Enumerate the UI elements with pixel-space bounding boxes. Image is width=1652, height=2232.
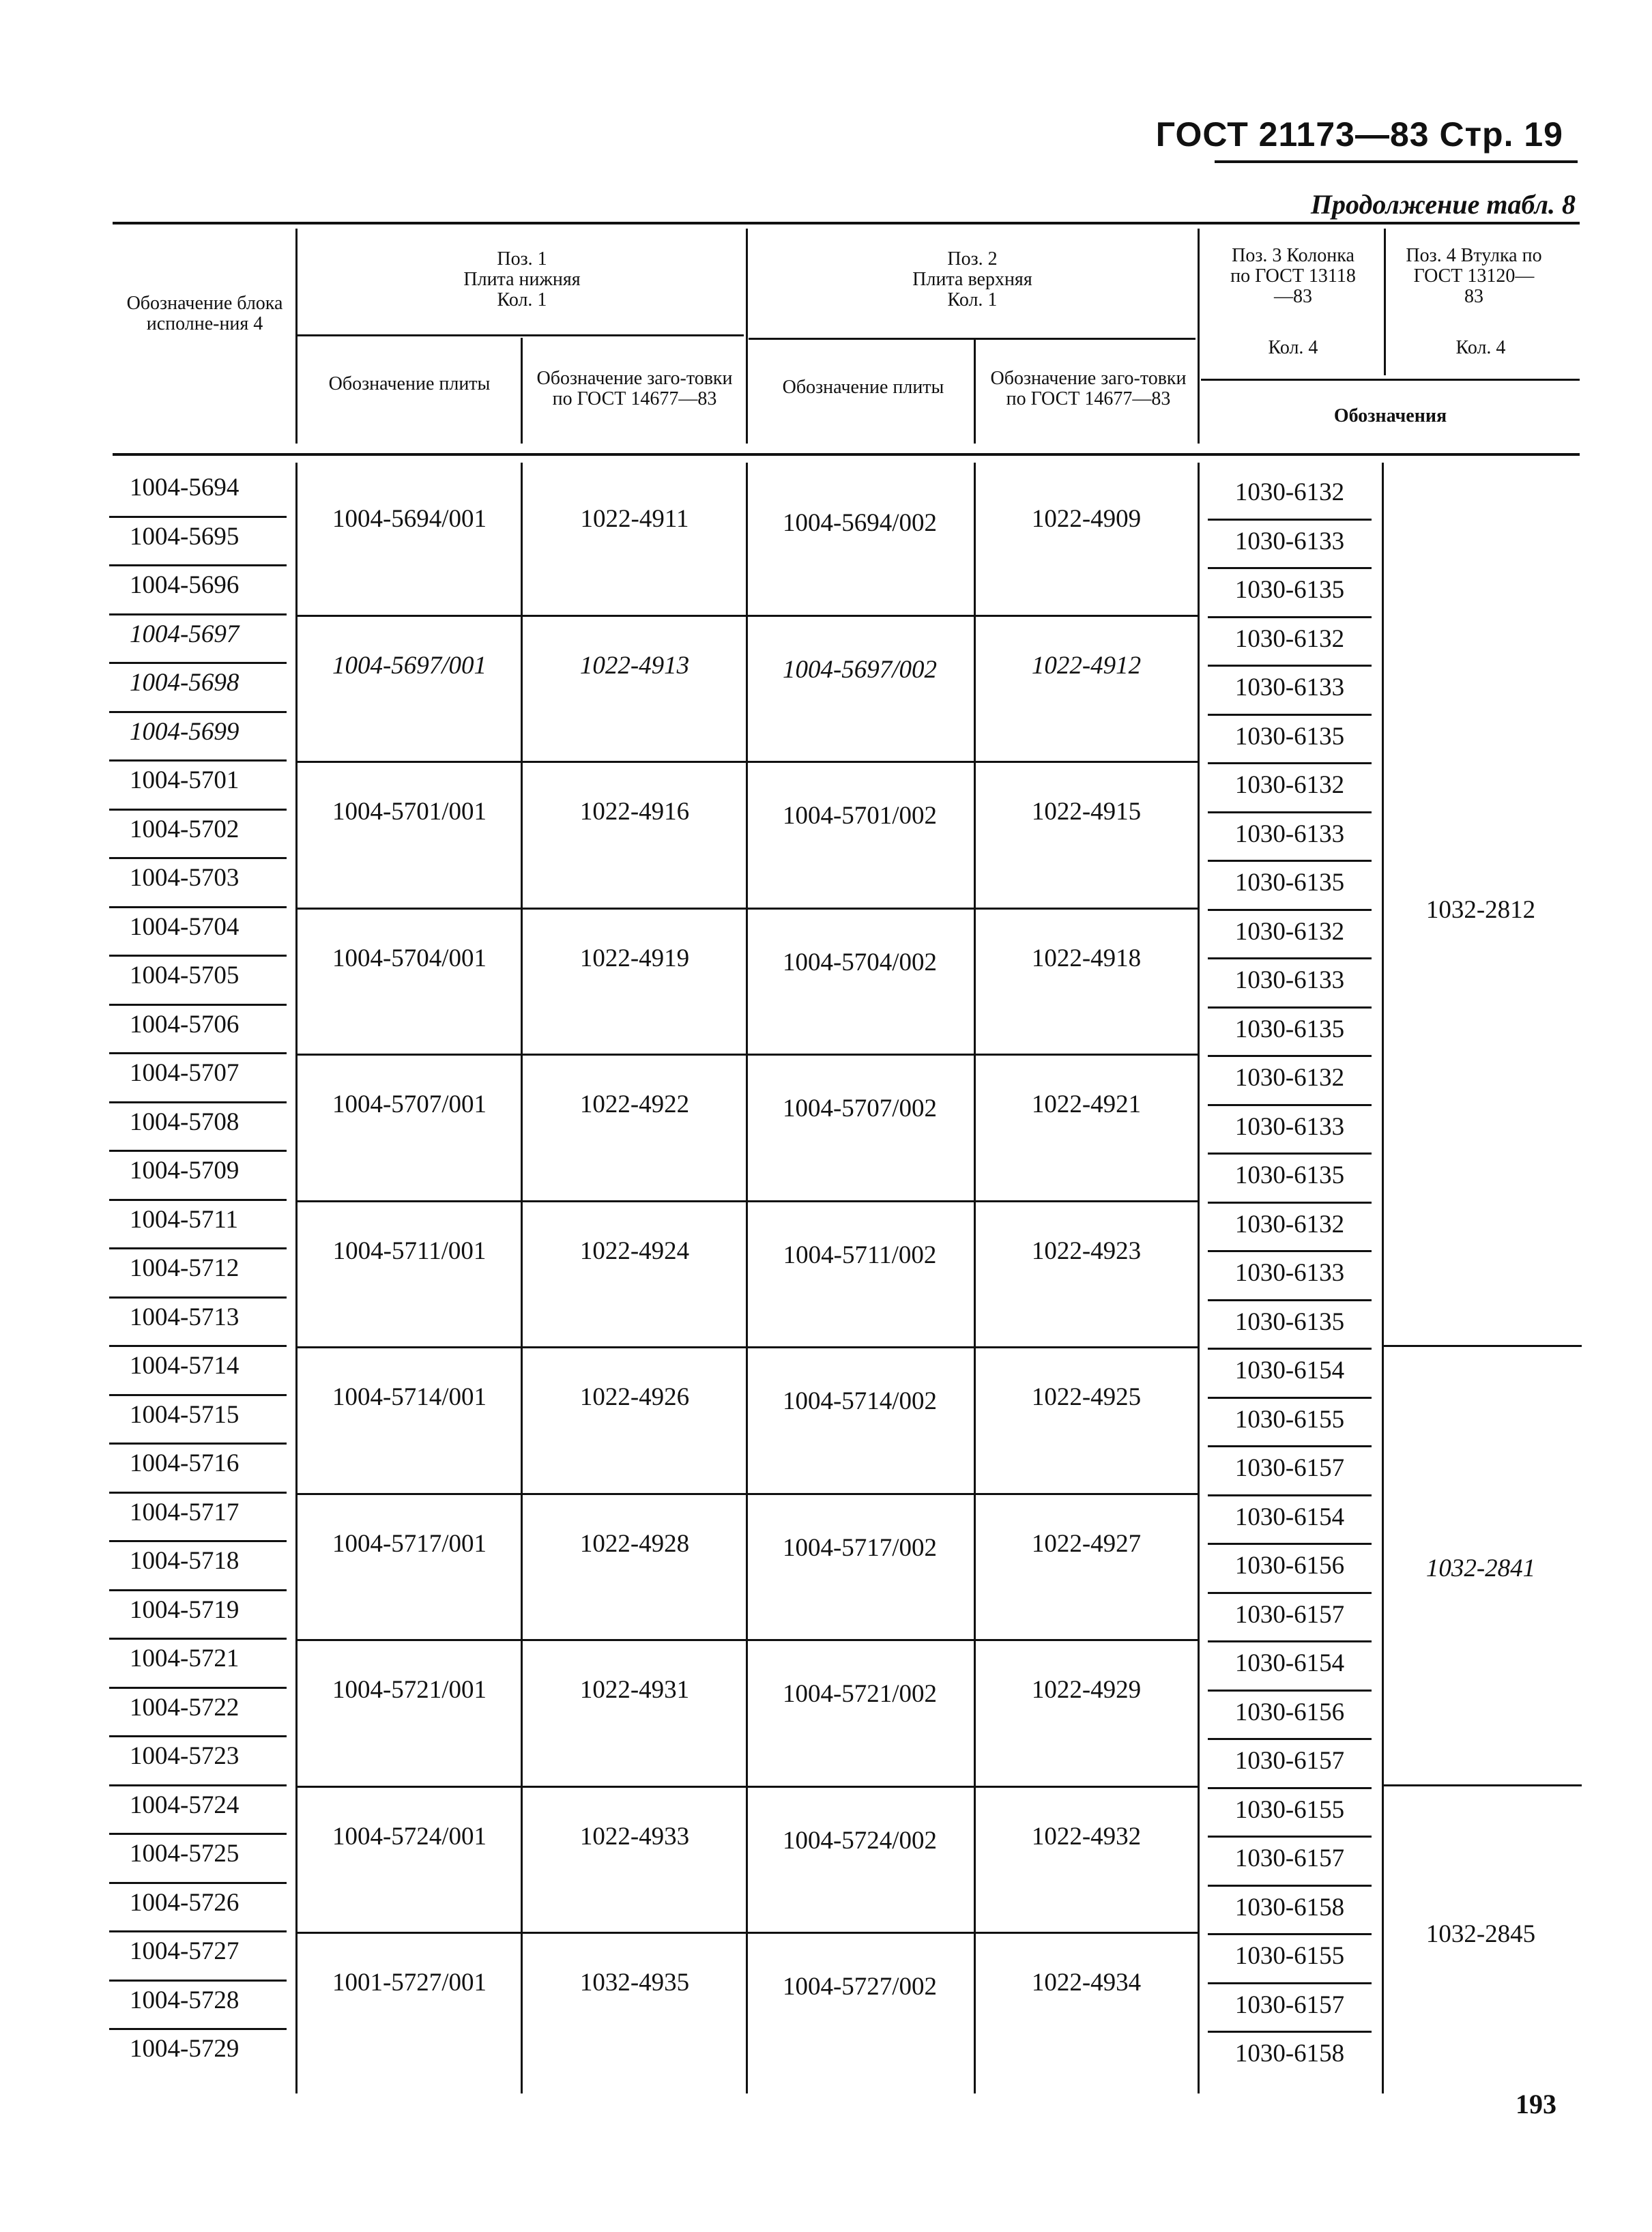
row-rule — [109, 1492, 287, 1494]
upper-blank: 1022-4923 — [1031, 1236, 1142, 1265]
vrule-3 — [1198, 229, 1200, 444]
page-number: 193 — [1516, 2089, 1556, 2119]
pos3-column: 1030-6133 — [1234, 966, 1345, 994]
row-block-designation: 1004-5707 — [130, 1059, 240, 1087]
pos1-sub-rule — [297, 334, 744, 336]
group-rule — [298, 1932, 1198, 1934]
row-rule — [109, 1004, 287, 1006]
pos34-sub-rule — [1201, 379, 1580, 381]
table-head-rule — [113, 453, 1580, 456]
row-block-designation: 1004-5711 — [130, 1205, 238, 1234]
row-block-designation: 1004-5726 — [130, 1888, 240, 1917]
upper-blank: 1022-4934 — [1031, 1969, 1142, 1997]
row-block-designation: 1004-5724 — [130, 1791, 240, 1819]
row-block-designation: 1004-5704 — [130, 912, 240, 941]
pos3-column: 1030-6132 — [1234, 478, 1345, 506]
lower-blank: 1022-4916 — [579, 798, 690, 826]
col-designations: Обозначения — [1333, 405, 1447, 426]
pos3-column: 1030-6155 — [1234, 1795, 1345, 1824]
upper-blank: 1022-4912 — [1031, 651, 1142, 680]
col-upper-blank: Обозначение заго-товки по ГОСТ 14677—83 — [990, 368, 1187, 409]
upper-plate: 1004-5697/002 — [782, 655, 938, 684]
row-rule — [109, 1345, 287, 1347]
group-rule — [298, 1639, 1198, 1641]
row-block-designation: 1004-5696 — [130, 571, 240, 599]
pos3-rule — [1208, 2031, 1372, 2033]
pos3-rule — [1208, 1690, 1372, 1692]
row-block-designation: 1004-5703 — [130, 864, 240, 892]
pos3-rule — [1208, 811, 1372, 813]
upper-plate: 1004-5704/002 — [782, 948, 938, 976]
pos3-rule — [1208, 665, 1372, 667]
row-block-designation: 1004-5721 — [130, 1644, 240, 1672]
lower-blank: 1032-4935 — [579, 1969, 690, 1997]
pos3-column: 1030-6155 — [1234, 1405, 1345, 1434]
row-block-designation: 1004-5718 — [130, 1547, 240, 1575]
pos3-column: 1030-6132 — [1234, 1210, 1345, 1238]
col-lower-plate: Обозначение плиты — [328, 373, 491, 394]
group-rule — [298, 1200, 1198, 1202]
row-rule — [109, 1735, 287, 1737]
pos3-column: 1030-6135 — [1234, 1161, 1345, 1189]
pos3-column: 1030-6135 — [1234, 1307, 1345, 1336]
pos3-column: 1030-6154 — [1234, 1357, 1345, 1385]
row-block-designation: 1004-5722 — [130, 1693, 240, 1722]
group-rule — [298, 1786, 1198, 1788]
pos3-column: 1030-6156 — [1234, 1552, 1345, 1580]
body-vrule — [295, 463, 298, 2093]
pos3-rule — [1208, 616, 1372, 618]
pos2-qty: Кол. 1 — [947, 289, 998, 310]
row-block-designation: 1004-5714 — [130, 1352, 240, 1380]
lower-blank: 1022-4924 — [579, 1236, 690, 1265]
upper-plate: 1004-5727/002 — [782, 1973, 938, 2001]
header-rule — [1215, 160, 1578, 163]
body-vrule — [521, 463, 523, 2093]
row-block-designation: 1004-5695 — [130, 522, 240, 551]
row-block-designation: 1004-5729 — [130, 2035, 240, 2063]
upper-blank: 1022-4909 — [1031, 505, 1142, 534]
vrule-2 — [746, 229, 748, 444]
pos3-column: 1030-6158 — [1234, 1893, 1345, 1922]
row-block-designation: 1004-5698 — [130, 669, 240, 697]
pos3-column: 1030-6158 — [1234, 2040, 1345, 2068]
row-block-designation: 1004-5716 — [130, 1449, 240, 1477]
row-rule — [109, 1199, 287, 1201]
col-pos4-qty: Кол. 4 — [1455, 337, 1506, 358]
pos4-rule — [1384, 1784, 1582, 1786]
upper-plate: 1004-5694/002 — [782, 509, 938, 538]
pos3-column: 1030-6155 — [1234, 1942, 1345, 1970]
row-block-designation: 1004-5728 — [130, 1986, 240, 2014]
pos3-rule — [1208, 957, 1372, 959]
pos3-column: 1030-6157 — [1234, 1990, 1345, 2019]
body-vrule — [1382, 463, 1384, 2093]
pos3-column: 1030-6132 — [1234, 771, 1345, 799]
group-rule — [298, 615, 1198, 617]
col-block-designation: Обозначение блока исполне-ния 4 — [126, 293, 283, 334]
row-block-designation: 1004-5725 — [130, 1840, 240, 1868]
lower-plate: 1004-5694/001 — [332, 505, 487, 534]
row-rule — [109, 1101, 287, 1103]
row-rule — [109, 564, 287, 566]
pos3-rule — [1208, 1397, 1372, 1399]
pos3-rule — [1208, 1982, 1372, 1984]
lower-plate: 1004-5701/001 — [332, 798, 487, 826]
lower-blank: 1022-4933 — [579, 1822, 690, 1851]
pos4-rule — [1384, 1345, 1582, 1347]
row-rule — [109, 906, 287, 908]
pos3-rule — [1208, 1494, 1372, 1496]
pos3-rule — [1208, 1543, 1372, 1545]
row-rule — [109, 1394, 287, 1396]
upper-plate: 1004-5701/002 — [782, 802, 938, 830]
pos3-rule — [1208, 1738, 1372, 1740]
pos3-column: 1030-6154 — [1234, 1503, 1345, 1531]
row-block-designation: 1004-5712 — [130, 1254, 240, 1282]
pos3-column: 1030-6133 — [1234, 1259, 1345, 1287]
body-vrule — [746, 463, 748, 2093]
col-pos3: Поз. 3 Колонка по ГОСТ 13118—83 — [1230, 245, 1356, 307]
pos3-rule — [1208, 714, 1372, 716]
row-block-designation: 1004-5719 — [130, 1595, 240, 1624]
pos3-rule — [1208, 909, 1372, 911]
lower-blank: 1022-4928 — [579, 1529, 690, 1558]
pos3-rule — [1208, 762, 1372, 764]
vrule-1 — [295, 229, 298, 444]
col-lower-blank: Обозначение заго-товки по ГОСТ 14677—83 — [536, 368, 733, 409]
upper-plate: 1004-5717/002 — [782, 1533, 938, 1562]
pos3-column: 1030-6133 — [1234, 527, 1345, 555]
group-rule — [298, 1346, 1198, 1348]
row-rule — [109, 1247, 287, 1249]
row-rule — [109, 516, 287, 518]
row-block-designation: 1004-5723 — [130, 1742, 240, 1770]
row-rule — [109, 1150, 287, 1152]
row-block-designation: 1004-5709 — [130, 1157, 240, 1185]
lower-plate: 1004-5724/001 — [332, 1822, 487, 1851]
pos3-rule — [1208, 519, 1372, 521]
pos2-title: Поз. 2 — [947, 248, 998, 270]
pos3-column: 1030-6156 — [1234, 1698, 1345, 1726]
lower-plate: 1004-5711/001 — [332, 1236, 487, 1265]
pos1-qty: Кол. 1 — [497, 289, 547, 310]
pos2-sub-rule — [749, 338, 1195, 340]
pos3-rule — [1208, 1836, 1372, 1838]
row-rule — [109, 857, 287, 859]
pos3-rule — [1208, 1933, 1372, 1935]
row-rule — [109, 1052, 287, 1054]
row-block-designation: 1004-5694 — [130, 474, 240, 502]
row-rule — [109, 1882, 287, 1884]
lower-blank: 1022-4926 — [579, 1383, 690, 1412]
pos3-column: 1030-6132 — [1234, 624, 1345, 653]
vrule-h6 — [974, 338, 976, 444]
lower-plate: 1004-5714/001 — [332, 1383, 487, 1412]
row-rule — [109, 1589, 287, 1591]
pos3-rule — [1208, 1885, 1372, 1887]
upper-plate: 1004-5724/002 — [782, 1826, 938, 1855]
upper-blank: 1022-4932 — [1031, 1822, 1142, 1851]
upper-blank: 1022-4929 — [1031, 1676, 1142, 1705]
lower-plate: 1004-5697/001 — [332, 651, 487, 680]
row-block-designation: 1004-5708 — [130, 1107, 240, 1136]
row-rule — [109, 1687, 287, 1689]
pos3-column: 1030-6132 — [1234, 917, 1345, 946]
lower-plate: 1004-5721/001 — [332, 1676, 487, 1705]
pos3-column: 1030-6133 — [1234, 820, 1345, 848]
row-rule — [109, 1638, 287, 1640]
group-rule — [298, 761, 1198, 763]
pos3-rule — [1208, 1202, 1372, 1204]
col-pos4: Поз. 4 Втулка по ГОСТ 13120—83 — [1406, 245, 1542, 307]
vrule-h5 — [521, 338, 523, 444]
lower-plate: 1001-5727/001 — [332, 1969, 487, 1997]
continuation-label: Продолжение табл. 8 — [1310, 189, 1576, 220]
pos3-rule — [1208, 1348, 1372, 1350]
pos3-column: 1030-6157 — [1234, 1747, 1345, 1775]
row-rule — [109, 809, 287, 811]
upper-plate: 1004-5711/002 — [783, 1241, 937, 1269]
pos3-column: 1030-6135 — [1234, 722, 1345, 751]
row-block-designation: 1004-5706 — [130, 1010, 240, 1039]
pos3-column: 1030-6133 — [1234, 673, 1345, 701]
col-upper-plate: Обозначение плиты — [782, 377, 944, 398]
row-rule — [109, 1784, 287, 1786]
lower-plate: 1004-5704/001 — [332, 944, 487, 972]
pos4-bushing: 1032-2841 — [1425, 1554, 1536, 1582]
group-rule — [298, 1054, 1198, 1056]
row-block-designation: 1004-5699 — [130, 717, 240, 746]
page-header: ГОСТ 21173—83 Стр. 19 — [1155, 115, 1563, 154]
pos3-rule — [1208, 567, 1372, 569]
row-block-designation: 1004-5713 — [130, 1303, 240, 1331]
lower-blank: 1022-4911 — [580, 505, 689, 534]
pos3-column: 1030-6157 — [1234, 1844, 1345, 1872]
pos3-rule — [1208, 1055, 1372, 1057]
pos1-title: Поз. 1 — [497, 248, 547, 270]
row-rule — [109, 1540, 287, 1542]
group-rule — [298, 908, 1198, 910]
row-rule — [109, 2028, 287, 2030]
row-block-designation: 1004-5705 — [130, 961, 240, 989]
upper-plate: 1004-5721/002 — [782, 1680, 938, 1709]
body-vrule — [1198, 463, 1200, 2093]
pos3-column: 1030-6135 — [1234, 1015, 1345, 1043]
pos3-rule — [1208, 1445, 1372, 1447]
upper-blank: 1022-4915 — [1031, 798, 1142, 826]
lower-blank: 1022-4913 — [579, 651, 690, 680]
row-rule — [109, 1443, 287, 1445]
pos3-column: 1030-6154 — [1234, 1649, 1345, 1677]
lower-blank: 1022-4919 — [579, 944, 690, 972]
pos3-rule — [1208, 1006, 1372, 1009]
lower-blank: 1022-4922 — [579, 1090, 690, 1119]
group-rule — [298, 1493, 1198, 1495]
upper-blank: 1022-4927 — [1031, 1529, 1142, 1558]
row-block-designation: 1004-5697 — [130, 620, 240, 648]
upper-blank: 1022-4925 — [1031, 1383, 1142, 1412]
table-top-rule — [113, 222, 1580, 224]
row-rule — [109, 1930, 287, 1932]
pos3-column: 1030-6132 — [1234, 1064, 1345, 1092]
row-rule — [109, 711, 287, 713]
upper-blank: 1022-4918 — [1031, 944, 1142, 972]
lower-plate: 1004-5707/001 — [332, 1090, 487, 1119]
pos3-rule — [1208, 1153, 1372, 1155]
lower-blank: 1022-4931 — [579, 1676, 690, 1705]
pos3-column: 1030-6157 — [1234, 1454, 1345, 1482]
col-pos3-qty: Кол. 4 — [1268, 337, 1318, 358]
row-block-designation: 1004-5701 — [130, 766, 240, 794]
row-block-designation: 1004-5702 — [130, 815, 240, 843]
upper-plate: 1004-5714/002 — [782, 1387, 938, 1416]
upper-plate: 1004-5707/002 — [782, 1095, 938, 1123]
row-block-designation: 1004-5717 — [130, 1498, 240, 1526]
pos3-column: 1030-6135 — [1234, 869, 1345, 897]
pos1-name: Плита нижняя — [463, 269, 581, 290]
body-vrule — [974, 463, 976, 2093]
pos3-rule — [1208, 860, 1372, 862]
pos3-column: 1030-6157 — [1234, 1600, 1345, 1629]
pos3-column: 1030-6133 — [1234, 1112, 1345, 1141]
pos4-bushing: 1032-2812 — [1425, 895, 1536, 924]
row-block-designation: 1004-5715 — [130, 1400, 240, 1429]
pos3-rule — [1208, 1299, 1372, 1301]
pos4-bushing: 1032-2845 — [1425, 1920, 1536, 1948]
pos3-rule — [1208, 1640, 1372, 1642]
row-rule — [109, 1296, 287, 1299]
row-rule — [109, 1833, 287, 1835]
pos3-rule — [1208, 1250, 1372, 1252]
row-rule — [109, 955, 287, 957]
row-rule — [109, 759, 287, 762]
row-rule — [109, 662, 287, 664]
pos2-name: Плита верхняя — [912, 269, 1032, 290]
row-rule — [109, 613, 287, 615]
pos3-column: 1030-6135 — [1234, 576, 1345, 604]
vrule-4 — [1384, 229, 1386, 375]
pos3-rule — [1208, 1104, 1372, 1106]
pos3-rule — [1208, 1787, 1372, 1789]
upper-blank: 1022-4921 — [1031, 1090, 1142, 1119]
pos3-rule — [1208, 1592, 1372, 1594]
row-block-designation: 1004-5727 — [130, 1937, 240, 1965]
row-rule — [109, 1980, 287, 1982]
lower-plate: 1004-5717/001 — [332, 1529, 487, 1558]
